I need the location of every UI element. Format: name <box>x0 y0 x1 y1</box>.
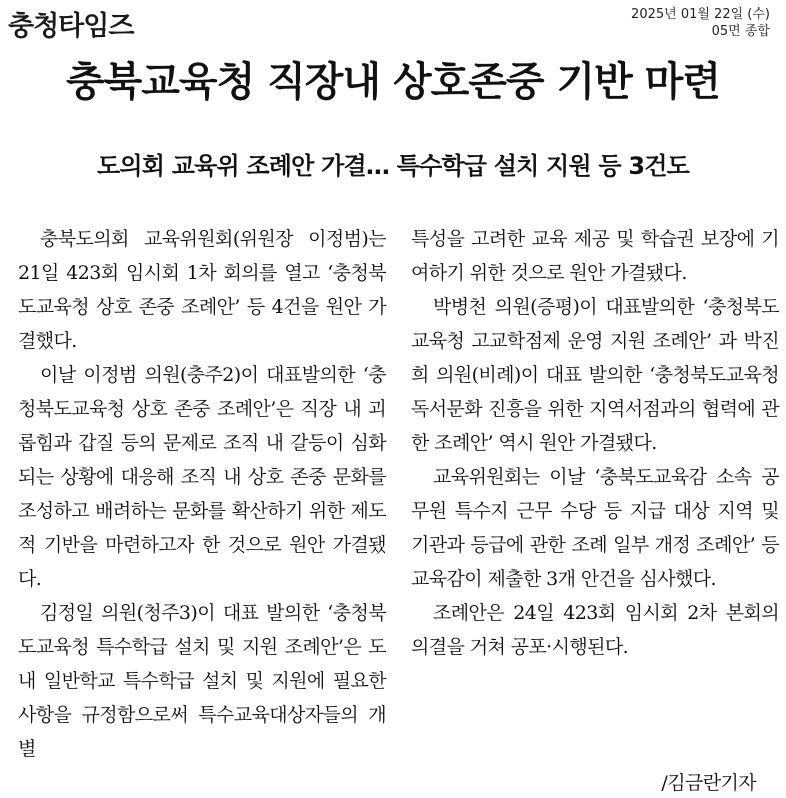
article-subheadline: 도의회 교육위 조례안 가결… 특수학급 설치 지원 등 3건도 <box>97 152 689 180</box>
article-headline: 충북교육청 직장내 상호존중 기반 마련 <box>66 59 720 105</box>
article-paragraph-6: 조례안은 24일 423회 임시회 2차 본회의 의결을 거쳐 공포·시행된다. <box>411 602 779 658</box>
article-paragraph-3-continued: 특성을 고려한 교육 제공 및 학습권 보장에 기여하기 위한 것으로 원안 가결됐다. <box>411 228 779 284</box>
article-paragraph-4: 박병천 의원(증평)이 대표발의한 ‘충청북도교육청 고교학점제 운영 지원 조례안’ 과 박진희 의원(비례)이 대표 발의한 ‘충청북도교육청 독서문화 진흥을 위한 지역서점과의 협력에 관한 조례안’ 역시 원안 가결됐다. <box>411 296 779 454</box>
publication-info <box>631 6 770 40</box>
article-paragraph-1: 충북도의회 교육위원회(위원장 이정범)는 21일 423회 임시회 1차 회의를 열고 ‘충청북도교육청 상호 존중 조례안’ 등 4건을 원안 가결했다. <box>18 228 386 352</box>
newspaper-logo: 충청타임즈 <box>8 11 134 42</box>
article-paragraph-5: 교육위원회는 이날 ‘충북도교육감 소속 공무원 특수지 근무 수당 등 지급 대상 지역 및 기관과 등급에 관한 조례 일부 개정 조례안’ 등 교육감이 제출한 3개 안건을 심사했다. <box>411 466 779 590</box>
article-paragraph-2: 이날 이정범 의원(충주2)이 대표발의한 ‘충청북도교육청 상호 존중 조례안’은 직장 내 괴롭힘과 갑질 등의 문제로 조직 내 갈등이 심화되는 상황에 대응해 조직 내 상호 존중 문화를 조성하고 배려하는 문화를 확산하기 위한 제도적 기반을 마련하고자 한 것으로 원안 가결됐다. <box>18 364 386 590</box>
reporter-byline: /김금란기자 <box>661 772 756 794</box>
article-column-right <box>411 222 779 664</box>
publication-date: 2025년 01월 22일 (수) <box>631 7 770 22</box>
article-column-left <box>18 222 386 766</box>
page-section: 05면 종합 <box>711 24 770 39</box>
article-paragraph-3-start: 김정일 의원(청주3)이 대표 발의한 ‘충청북도교육청 특수학급 설치 및 지원 조례안’은 도내 일반학교 특수학급 설치 및 지원에 필요한 사항을 규정함으로써 특수교육대상자들의 개별 <box>18 602 386 760</box>
